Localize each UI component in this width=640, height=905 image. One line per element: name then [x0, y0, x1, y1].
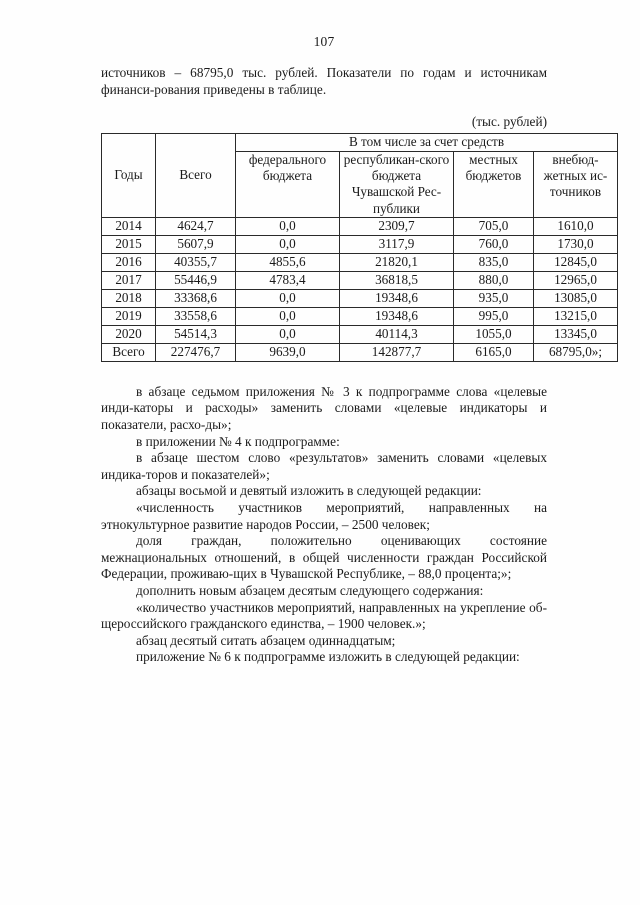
intro-paragraph: источников – 68795,0 тыс. рублей. Показатели по годам и источникам финанси-рования приведены в таблице. — [101, 65, 547, 97]
paragraph-4: абзацы восьмой и девятый изложить в следующей редакции: — [136, 483, 482, 499]
cell-year: 2015 — [102, 235, 156, 253]
header-federal-budget: федерального бюджета — [236, 151, 340, 217]
cell-year: 2017 — [102, 271, 156, 289]
cell-total: 33368,6 — [156, 289, 236, 307]
cell-total-local: 6165,0 — [454, 343, 534, 361]
paragraph-1: в абзаце седьмом приложения № 3 к подпрограмме слова «целевые инди-каторы и расходы» заменить словами «целевые индикаторы и показатели, расхо-ды»; — [101, 383, 547, 433]
cell-local: 935,0 — [454, 289, 534, 307]
cell-federal: 4855,6 — [236, 253, 340, 271]
page-content — [101, 34, 608, 666]
cell-local: 835,0 — [454, 253, 534, 271]
cell-extrabudget: 12965,0 — [534, 271, 618, 289]
cell-year: 2014 — [102, 217, 156, 235]
cell-extrabudget: 12845,0 — [534, 253, 618, 271]
cell-republican: 40114,3 — [340, 325, 454, 343]
paragraph-10: приложение № 6 к подпрограмме изложить в следующей редакции: — [136, 649, 520, 665]
cell-republican: 3117,9 — [340, 235, 454, 253]
cell-federal: 4783,4 — [236, 271, 340, 289]
cell-local: 880,0 — [454, 271, 534, 289]
header-group-sources: В том числе за счет средств — [236, 134, 618, 151]
table-row — [102, 235, 618, 253]
cell-total: 4624,7 — [156, 217, 236, 235]
cell-total: 55446,9 — [156, 271, 236, 289]
header-local-budgets: местных бюджетов — [454, 151, 534, 217]
header-years: Годы — [102, 134, 156, 217]
cell-year: 2018 — [102, 289, 156, 307]
cell-year: 2020 — [102, 325, 156, 343]
cell-federal: 0,0 — [236, 307, 340, 325]
table-total-row — [102, 343, 618, 361]
cell-republican: 19348,6 — [340, 289, 454, 307]
paragraph-9: абзац десятый ситать абзацем одиннадцатым; — [136, 632, 396, 648]
header-total: Всего — [156, 134, 236, 217]
cell-extrabudget: 13215,0 — [534, 307, 618, 325]
paragraph-5: «численность участников мероприятий, направленных на этнокультурное развитие народов России, – 2500 человек; — [101, 500, 547, 532]
table-units-label: (тыс. рублей) — [471, 114, 547, 130]
table-row — [102, 307, 618, 325]
page-number: 107 — [313, 34, 335, 49]
table-row — [102, 217, 618, 235]
cell-local: 1055,0 — [454, 325, 534, 343]
cell-year: 2016 — [102, 253, 156, 271]
cell-total: 54514,3 — [156, 325, 236, 343]
cell-republican: 2309,7 — [340, 217, 454, 235]
table-header-row-1 — [102, 134, 618, 151]
cell-extrabudget: 1610,0 — [534, 217, 618, 235]
financing-table — [101, 133, 618, 361]
cell-federal: 0,0 — [236, 217, 340, 235]
cell-republican: 36818,5 — [340, 271, 454, 289]
cell-year: 2019 — [102, 307, 156, 325]
cell-total: 5607,9 — [156, 235, 236, 253]
cell-total: 33558,6 — [156, 307, 236, 325]
header-republican-budget: республикан-ского бюджета Чувашской Рес-публики — [340, 151, 454, 217]
cell-total: 40355,7 — [156, 253, 236, 271]
cell-republican: 19348,6 — [340, 307, 454, 325]
cell-total-extrabudget: 68795,0»; — [534, 343, 618, 361]
paragraph-3: в абзаце шестом слово «результатов» заменить словами «целевых индика-торов и показателей»; — [101, 450, 547, 482]
cell-republican: 21820,1 — [340, 253, 454, 271]
header-extrabudgetary-sources: внебюд-жетных ис-точников — [534, 151, 618, 217]
table-body — [102, 217, 618, 361]
cell-federal: 0,0 — [236, 325, 340, 343]
table-row — [102, 325, 618, 343]
paragraph-6: доля граждан, положительно оценивающих состояние межнациональных отношений, в общей численности граждан Российской Федерации, проживаю-щих в Чувашской Республике, – 88,0 процента;»; — [101, 533, 547, 582]
cell-total-federal: 9639,0 — [236, 343, 340, 361]
paragraph-2: в приложении № 4 к подпрограмме: — [136, 433, 340, 449]
paragraph-7: дополнить новым абзацем десятым следующего содержания: — [136, 582, 484, 598]
table-row — [102, 271, 618, 289]
cell-federal: 0,0 — [236, 289, 340, 307]
cell-local: 760,0 — [454, 235, 534, 253]
cell-local: 705,0 — [454, 217, 534, 235]
paragraph-8: «количество участников мероприятий, направленных на укрепление об-щероссийского гражданского единства, – 1900 человек.»; — [101, 599, 547, 632]
cell-total-label: Всего — [102, 343, 156, 361]
cell-total-sum: 227476,7 — [156, 343, 236, 361]
table-row — [102, 289, 618, 307]
cell-total-republican: 142877,7 — [340, 343, 454, 361]
cell-extrabudget: 1730,0 — [534, 235, 618, 253]
cell-federal: 0,0 — [236, 235, 340, 253]
cell-extrabudget: 13345,0 — [534, 325, 618, 343]
table-row — [102, 253, 618, 271]
amendments-body — [101, 384, 547, 666]
cell-local: 995,0 — [454, 307, 534, 325]
cell-extrabudget: 13085,0 — [534, 289, 618, 307]
